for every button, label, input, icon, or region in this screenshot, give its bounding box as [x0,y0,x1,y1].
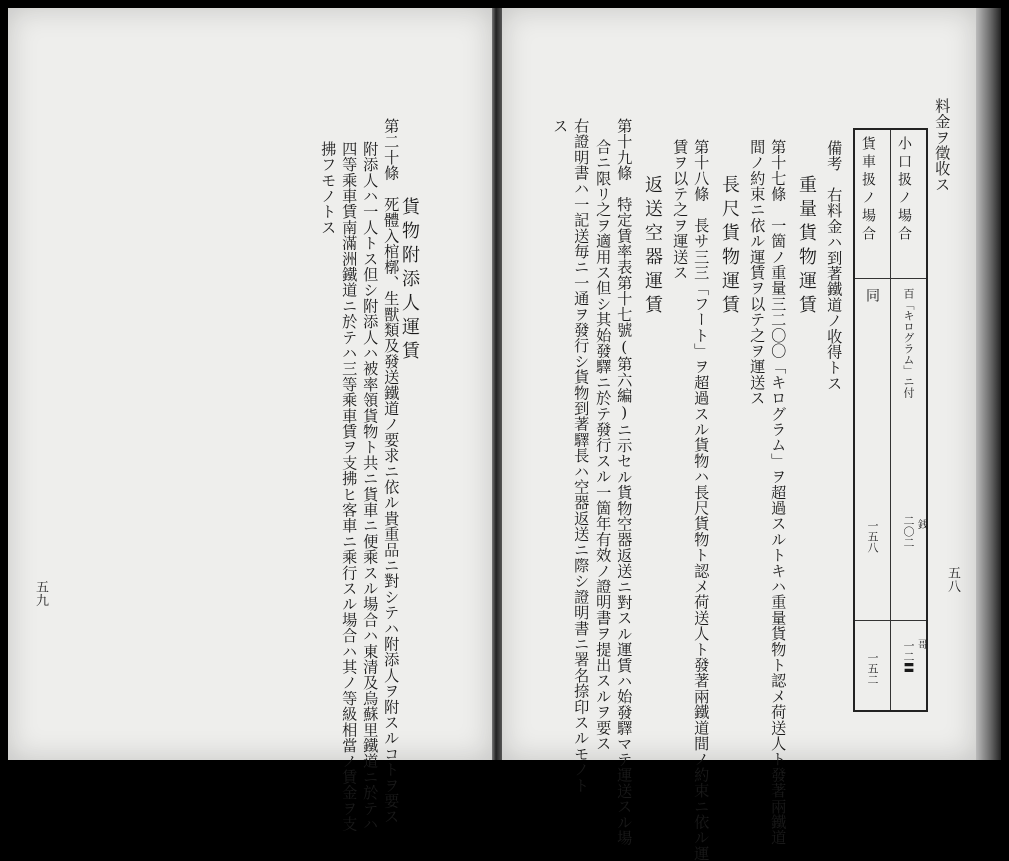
article-19-line-2: 合ニ限リ之ヲ適用ス但シ其始發驛ニ於テ發行スル一箇年有效ノ證明書ヲ提出スルヲ要ス [594,139,613,752]
article-18-line-2: 賃ヲ以テ之ヲ運送ス [671,139,690,281]
note-line: 備考 右料金ハ到著鐵道ノ收得トス [825,140,844,392]
table-row-2-upper-value: 一五八 [866,520,879,553]
page-edge [976,8,1001,760]
fee-collection-line: 料金ヲ徵收ス [933,98,952,193]
right-page-number: 五八 [945,566,960,593]
heading-heavy-cargo-fare: 重量貨物運賃 [796,175,817,319]
article-19-line-3: 右證明書ハ一記送毎ニ一通ヲ發行シ貨物到著驛長ハ空器返送ニ際シ證明書ニ署名捺印スルモノト [572,118,591,794]
table-row-1-upper-value: 二〇二 [902,515,915,548]
table-upper-unit-mark: 銭 [918,520,928,531]
article-17-line-1: 第十七條 一箇ノ重量三二〇〇「キログラム」ヲ超過スルトキハ重量貨物ト認メ荷送人ト發著兩鐵道 [769,139,788,846]
heading-long-cargo-fare: 長尺貨物運賃 [719,175,740,319]
article-19-line-1: 第十九條 特定賃率表第十七號(第六編)ニ示セル貨物空器返送ニ對スル運賃ハ始發驛マテ運送スル場 [615,118,634,846]
article-17-line-2: 間ノ約束ニ依ル運賃ヲ以テ之ヲ運送ス [748,139,767,406]
table-row-1-unit: 百「キログラム」ニ付 [902,288,915,398]
article-19-line-4: ス [551,118,570,134]
article-20-line-1: 第二十條 死體入棺槨、生獸類及發送鐵道ノ要求ニ依ル貴重品ニ對シテハ附添人ヲ附スルコトヲ要ス [382,118,401,825]
table-lower-unit-mark: 哥 [918,640,928,651]
table-row-1-label: 小口扱ノ場合 [896,136,912,244]
left-page [8,8,492,760]
fee-table [853,128,928,712]
article-18-line-1: 第十八條 長サ三三「フート」ヲ超過スル貨物ハ長尺貨物ト認メ荷送人ト發著兩鐵道間ノ約束ニ依ル運 [692,139,711,861]
heading-return-container-fare: 返送空器運賃 [642,175,663,319]
book-gutter [492,8,502,760]
article-20-line-2: 附添人ハ一人トス但シ附添人ハ被率領貨物ト共ニ貨車ニ便乘スル場合ハ東清及烏蘇里鐵道ニ於テハ [361,141,380,832]
table-row-1-lower-value: 一二〓 [902,640,915,673]
article-20-line-4: 拂フモノトス [319,141,338,236]
table-row-2-unit: 同 [864,288,880,306]
left-page-number: 五九 [33,580,48,607]
article-20-line-3: 四等乘車賃南滿洲鐵道ニ於テハ三等乘車賃ヲ支拂ヒ客車ニ乘行スル場合ハ其ノ等級相當ノ賃金ヲ支 [340,141,359,832]
table-row-2-label: 貨車扱ノ場合 [860,136,876,244]
heading-cargo-attendant-fare: 貨物附添人運賃 [399,197,420,365]
table-row-2-lower-value: 一五二 [866,652,879,685]
